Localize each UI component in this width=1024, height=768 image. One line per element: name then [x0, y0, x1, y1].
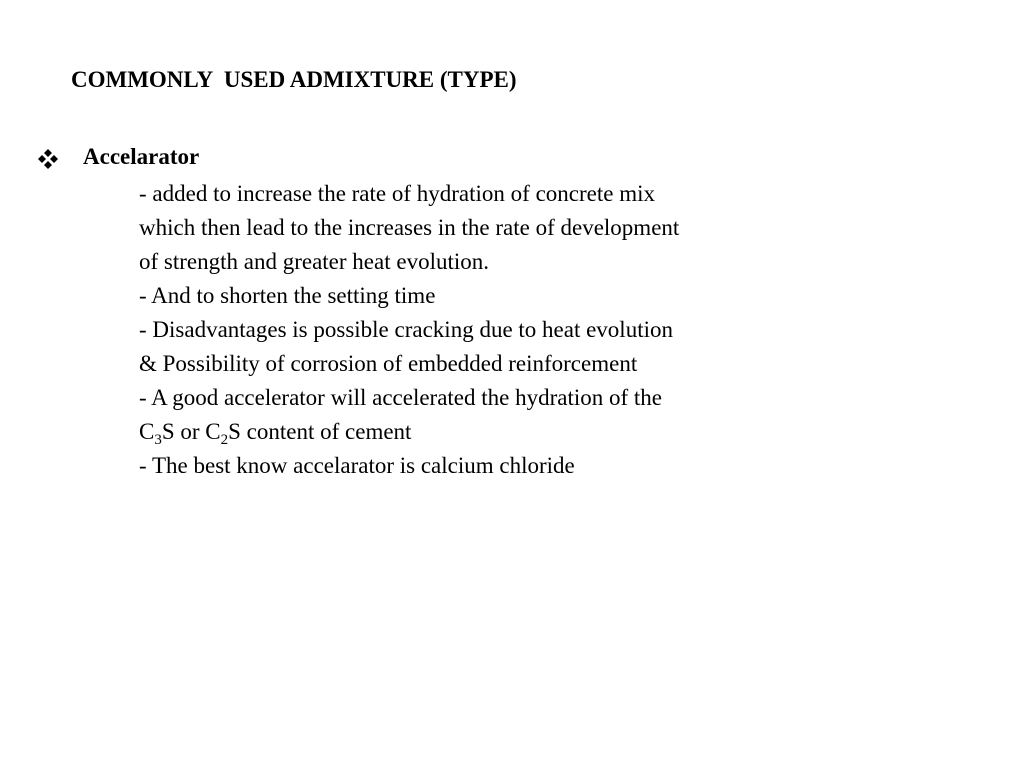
body-line: - And to shorten the setting time — [139, 283, 436, 308]
body-line: which then lead to the increases in the rate of development — [139, 215, 680, 240]
slide-title: COMMONLY USED ADMIXTURE (TYPE) — [71, 67, 517, 92]
body-line: - Disadvantages is possible cracking due to heat evolution — [139, 317, 673, 342]
formula-subscript-2: 2 — [220, 432, 229, 448]
body-line: - added to increase the rate of hydration of concrete mix — [139, 181, 655, 206]
formula-middle: S or C — [161, 419, 221, 444]
body-line: & Possibility of corrosion of embedded reinforcement — [139, 351, 638, 376]
four-diamond-bullet-icon — [36, 147, 60, 171]
formula-c: C — [139, 419, 155, 444]
body-line: of strength and greater heat evolution. — [139, 249, 489, 274]
formula-line — [139, 415, 859, 449]
body-line: - A good accelerator will accelerated the hydration of the — [139, 385, 663, 410]
bullet-body — [139, 177, 859, 483]
formula-subscript-3: 3 — [154, 432, 162, 448]
body-line: - The best know accelarator is calcium chloride — [139, 453, 575, 478]
formula-rest: S content of cement — [228, 419, 412, 444]
bullet-heading: Accelarator — [83, 144, 200, 169]
